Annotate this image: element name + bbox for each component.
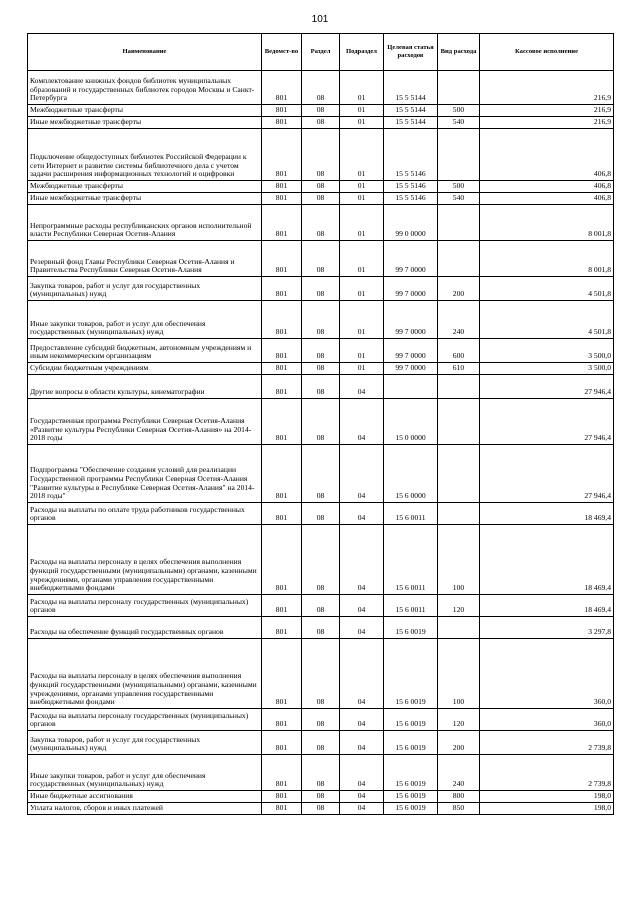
- table-row: [28, 445, 614, 503]
- header-cash-execution: Кассовое исполнение: [480, 34, 614, 71]
- cell-target-article: 15 0 0000: [384, 399, 438, 445]
- cell-subsection: 01: [340, 117, 384, 129]
- cell-subsection: 04: [340, 595, 384, 617]
- cell-name: Подключение общедоступных библиотек Российской Федерации к сети Интернет и развитие системы библиотечного дела с учетом задачи расширения информационных технологий и оцифровки: [28, 129, 262, 181]
- cell-name: Межбюджетные трансферты: [28, 181, 262, 193]
- cell-department: 801: [262, 301, 302, 339]
- table-row: [28, 503, 614, 525]
- cell-cash-execution: 2 739,8: [480, 755, 614, 791]
- cell-expense-type: 540: [438, 117, 480, 129]
- cell-target-article: 99 7 0000: [384, 339, 438, 363]
- header-section: Раздел: [302, 34, 340, 71]
- cell-department: 801: [262, 709, 302, 731]
- cell-target-article: 15 6 0019: [384, 791, 438, 803]
- cell-name: Подпрограмма "Обеспечение создания условий для реализации Государственной программы Республики Северная Осетия-Алания "Развитие культуры в Республике Северная Осетия-Алания" на 2014-2018 годы": [28, 445, 262, 503]
- table-row: [28, 731, 614, 755]
- cell-expense-type: 540: [438, 193, 480, 205]
- cell-subsection: 01: [340, 301, 384, 339]
- cell-expense-type: 100: [438, 639, 480, 709]
- cell-section: 08: [302, 129, 340, 181]
- cell-department: 801: [262, 205, 302, 241]
- cell-subsection: 04: [340, 803, 384, 815]
- budget-execution-table: [27, 33, 614, 815]
- cell-name: Расходы на обеспечение функций государственных органов: [28, 617, 262, 639]
- table-row: [28, 399, 614, 445]
- cell-section: 08: [302, 755, 340, 791]
- table-row: [28, 339, 614, 363]
- cell-cash-execution: 3 500,0: [480, 339, 614, 363]
- cell-target-article: 15 5 5144: [384, 105, 438, 117]
- table-row: [28, 71, 614, 105]
- cell-expense-type: 240: [438, 301, 480, 339]
- cell-target-article: 15 6 0019: [384, 617, 438, 639]
- table-row: [28, 363, 614, 375]
- cell-expense-type: [438, 617, 480, 639]
- cell-target-article: 99 7 0000: [384, 241, 438, 277]
- cell-subsection: 01: [340, 71, 384, 105]
- cell-target-article: 99 0 0000: [384, 205, 438, 241]
- cell-cash-execution: 360,0: [480, 639, 614, 709]
- cell-cash-execution: 3 500,0: [480, 363, 614, 375]
- table-row: [28, 105, 614, 117]
- cell-expense-type: 120: [438, 709, 480, 731]
- cell-name: Комплектование книжных фондов библиотек муниципальных образований и государственных библиотек городов Москвы и Санкт-Петербурга: [28, 71, 262, 105]
- cell-subsection: 04: [340, 709, 384, 731]
- cell-name: Иные закупки товаров, работ и услуг для обеспечения государственных (муниципальных) нужд: [28, 755, 262, 791]
- cell-cash-execution: 27 946,4: [480, 375, 614, 399]
- cell-name: Другие вопросы в области культуры, кинематографии: [28, 375, 262, 399]
- cell-target-article: 15 6 0019: [384, 755, 438, 791]
- cell-subsection: 01: [340, 129, 384, 181]
- cell-section: 08: [302, 399, 340, 445]
- cell-cash-execution: 4 501,8: [480, 301, 614, 339]
- cell-subsection: 04: [340, 639, 384, 709]
- cell-subsection: 01: [340, 363, 384, 375]
- cell-expense-type: 500: [438, 181, 480, 193]
- cell-department: 801: [262, 803, 302, 815]
- cell-section: 08: [302, 193, 340, 205]
- cell-expense-type: [438, 205, 480, 241]
- cell-cash-execution: 27 946,4: [480, 445, 614, 503]
- table-row: [28, 755, 614, 791]
- cell-target-article: 15 6 0011: [384, 595, 438, 617]
- cell-section: 08: [302, 117, 340, 129]
- cell-name: Резервный фонд Главы Республики Северная Осетия-Алания и Правительства Республики Северная Осетия-Алания: [28, 241, 262, 277]
- table-header-row: [28, 34, 614, 71]
- cell-section: 08: [302, 525, 340, 595]
- cell-expense-type: 850: [438, 803, 480, 815]
- cell-department: 801: [262, 241, 302, 277]
- cell-department: 801: [262, 755, 302, 791]
- cell-target-article: 15 6 0011: [384, 503, 438, 525]
- cell-section: 08: [302, 639, 340, 709]
- cell-department: 801: [262, 129, 302, 181]
- table-row: [28, 301, 614, 339]
- cell-cash-execution: 18 469,4: [480, 595, 614, 617]
- table-row: [28, 129, 614, 181]
- cell-target-article: 15 6 0019: [384, 803, 438, 815]
- cell-department: 801: [262, 595, 302, 617]
- cell-cash-execution: 2 739,8: [480, 731, 614, 755]
- cell-target-article: 15 6 0019: [384, 709, 438, 731]
- cell-cash-execution: 198,0: [480, 803, 614, 815]
- table-row: [28, 617, 614, 639]
- cell-subsection: 04: [340, 791, 384, 803]
- cell-section: 08: [302, 277, 340, 301]
- cell-department: 801: [262, 525, 302, 595]
- cell-expense-type: [438, 71, 480, 105]
- cell-name: Иные закупки товаров, работ и услуг для обеспечения государственных (муниципальных) нужд: [28, 301, 262, 339]
- cell-subsection: 04: [340, 375, 384, 399]
- cell-section: 08: [302, 709, 340, 731]
- table-row: [28, 709, 614, 731]
- table-row: [28, 595, 614, 617]
- cell-expense-type: [438, 241, 480, 277]
- cell-section: 08: [302, 301, 340, 339]
- cell-section: 08: [302, 339, 340, 363]
- cell-target-article: 99 7 0000: [384, 363, 438, 375]
- cell-cash-execution: 198,0: [480, 791, 614, 803]
- cell-section: 08: [302, 375, 340, 399]
- cell-subsection: 04: [340, 445, 384, 503]
- cell-section: 08: [302, 71, 340, 105]
- cell-subsection: 04: [340, 503, 384, 525]
- cell-department: 801: [262, 731, 302, 755]
- cell-section: 08: [302, 617, 340, 639]
- cell-subsection: 04: [340, 731, 384, 755]
- table-row: [28, 525, 614, 595]
- cell-department: 801: [262, 375, 302, 399]
- cell-subsection: 04: [340, 399, 384, 445]
- cell-expense-type: 600: [438, 339, 480, 363]
- table-row: [28, 375, 614, 399]
- cell-section: 08: [302, 181, 340, 193]
- cell-subsection: 01: [340, 181, 384, 193]
- cell-cash-execution: 8 001,8: [480, 205, 614, 241]
- cell-section: 08: [302, 241, 340, 277]
- cell-subsection: 01: [340, 105, 384, 117]
- header-subsection: Подраздел: [340, 34, 384, 71]
- cell-cash-execution: 3 297,8: [480, 617, 614, 639]
- table-row: [28, 791, 614, 803]
- cell-section: 08: [302, 791, 340, 803]
- cell-section: 08: [302, 363, 340, 375]
- cell-department: 801: [262, 117, 302, 129]
- cell-name: Межбюджетные трансферты: [28, 105, 262, 117]
- cell-expense-type: 500: [438, 105, 480, 117]
- cell-name: Расходы на выплаты персоналу в целях обеспечения выполнения функций государственными (муниципальными) органами, казенными учреждениями, органами управления государственными внебюджетными фондами: [28, 525, 262, 595]
- table-row: [28, 181, 614, 193]
- cell-target-article: [384, 375, 438, 399]
- cell-expense-type: 800: [438, 791, 480, 803]
- cell-department: 801: [262, 639, 302, 709]
- header-name: Наименование: [28, 34, 262, 71]
- cell-cash-execution: 406,8: [480, 181, 614, 193]
- table-row: [28, 241, 614, 277]
- cell-name: Субсидии бюджетным учреждениям: [28, 363, 262, 375]
- cell-expense-type: [438, 129, 480, 181]
- cell-target-article: 99 7 0000: [384, 277, 438, 301]
- cell-department: 801: [262, 399, 302, 445]
- cell-section: 08: [302, 205, 340, 241]
- cell-cash-execution: 406,8: [480, 129, 614, 181]
- cell-department: 801: [262, 503, 302, 525]
- cell-department: 801: [262, 71, 302, 105]
- cell-department: 801: [262, 617, 302, 639]
- cell-subsection: 01: [340, 241, 384, 277]
- cell-expense-type: 200: [438, 277, 480, 301]
- header-target-article: Целевая статья расходов: [384, 34, 438, 71]
- cell-name: Расходы на выплаты по оплате труда работников государственных органов: [28, 503, 262, 525]
- cell-subsection: 04: [340, 755, 384, 791]
- cell-department: 801: [262, 445, 302, 503]
- cell-cash-execution: 8 001,8: [480, 241, 614, 277]
- cell-department: 801: [262, 277, 302, 301]
- cell-name: Расходы на выплаты персоналу государственных (муниципальных) органов: [28, 595, 262, 617]
- cell-target-article: 15 6 0011: [384, 525, 438, 595]
- cell-cash-execution: 4 501,8: [480, 277, 614, 301]
- cell-expense-type: [438, 375, 480, 399]
- cell-expense-type: 120: [438, 595, 480, 617]
- cell-subsection: 01: [340, 277, 384, 301]
- cell-target-article: 15 5 5146: [384, 193, 438, 205]
- cell-expense-type: [438, 399, 480, 445]
- header-expense-type: Вид расхода: [438, 34, 480, 71]
- cell-expense-type: 100: [438, 525, 480, 595]
- table-row: [28, 803, 614, 815]
- cell-target-article: 15 5 5146: [384, 181, 438, 193]
- cell-target-article: 99 7 0000: [384, 301, 438, 339]
- cell-name: Закупка товаров, работ и услуг для государственных (муниципальных) нужд: [28, 731, 262, 755]
- table-row: [28, 117, 614, 129]
- cell-cash-execution: 18 469,4: [480, 503, 614, 525]
- cell-subsection: 01: [340, 339, 384, 363]
- table-row: [28, 277, 614, 301]
- cell-department: 801: [262, 193, 302, 205]
- cell-cash-execution: 216,9: [480, 71, 614, 105]
- cell-section: 08: [302, 595, 340, 617]
- cell-department: 801: [262, 791, 302, 803]
- cell-cash-execution: 216,9: [480, 117, 614, 129]
- page-number: 101: [311, 14, 329, 25]
- cell-subsection: 04: [340, 617, 384, 639]
- cell-department: 801: [262, 339, 302, 363]
- cell-expense-type: [438, 445, 480, 503]
- cell-section: 08: [302, 503, 340, 525]
- cell-cash-execution: 406,8: [480, 193, 614, 205]
- cell-department: 801: [262, 105, 302, 117]
- cell-expense-type: 200: [438, 731, 480, 755]
- cell-name: Закупка товаров, работ и услуг для государственных (муниципальных) нужд: [28, 277, 262, 301]
- cell-name: Иные межбюджетные трансферты: [28, 117, 262, 129]
- cell-target-article: 15 5 5146: [384, 129, 438, 181]
- cell-section: 08: [302, 803, 340, 815]
- cell-target-article: 15 6 0019: [384, 639, 438, 709]
- cell-subsection: 01: [340, 205, 384, 241]
- cell-subsection: 01: [340, 193, 384, 205]
- cell-name: Государственная программа Республики Северная Осетия-Алания «Развитие культуры Республики Северная Осетия-Алания» на 2014-2018 годы: [28, 399, 262, 445]
- cell-name: Уплата налогов, сборов и иных платежей: [28, 803, 262, 815]
- cell-section: 08: [302, 105, 340, 117]
- cell-name: Расходы на выплаты персоналу в целях обеспечения выполнения функций государственными (муниципальными) органами, казенными учреждениями, органами управления государственными внебюджетными фондами: [28, 639, 262, 709]
- cell-cash-execution: 216,9: [480, 105, 614, 117]
- cell-name: Предоставление субсидий бюджетным, автономным учреждениям и иным некоммерческим организациям: [28, 339, 262, 363]
- cell-name: Непрограммные расходы республиканских органов исполнительной власти Республики Северная Осетия-Алания: [28, 205, 262, 241]
- cell-department: 801: [262, 363, 302, 375]
- cell-target-article: 15 6 0000: [384, 445, 438, 503]
- cell-cash-execution: 27 946,4: [480, 399, 614, 445]
- table-row: [28, 639, 614, 709]
- table-row: [28, 193, 614, 205]
- cell-target-article: 15 5 5144: [384, 117, 438, 129]
- cell-target-article: 15 6 0019: [384, 731, 438, 755]
- table-row: [28, 205, 614, 241]
- cell-cash-execution: 18 469,4: [480, 525, 614, 595]
- cell-section: 08: [302, 445, 340, 503]
- cell-target-article: 15 5 5144: [384, 71, 438, 105]
- cell-subsection: 04: [340, 525, 384, 595]
- cell-department: 801: [262, 181, 302, 193]
- cell-section: 08: [302, 731, 340, 755]
- cell-expense-type: [438, 503, 480, 525]
- cell-name: Расходы на выплаты персоналу государственных (муниципальных) органов: [28, 709, 262, 731]
- cell-expense-type: 610: [438, 363, 480, 375]
- header-department: Ведомст-во: [262, 34, 302, 71]
- cell-cash-execution: 360,0: [480, 709, 614, 731]
- cell-name: Иные бюджетные ассигнования: [28, 791, 262, 803]
- cell-name: Иные межбюджетные трансферты: [28, 193, 262, 205]
- cell-expense-type: 240: [438, 755, 480, 791]
